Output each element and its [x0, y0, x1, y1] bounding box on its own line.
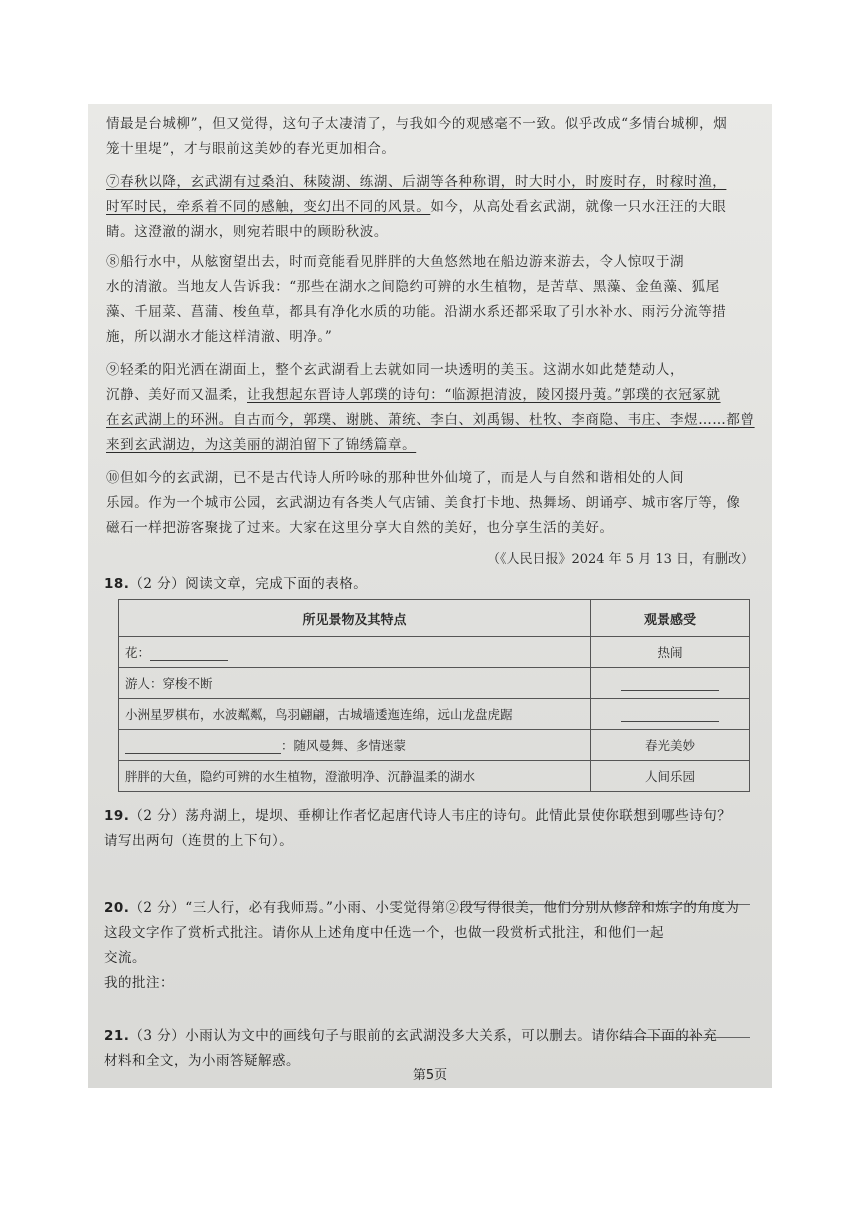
question-text: 请写出两句（连贯的上下句）。 [104, 833, 294, 849]
table-cell: 热闹 [591, 637, 750, 668]
question-number: 18. [104, 576, 130, 592]
text-line: 情最是台城柳”，但又觉得，这句子太凄清了，与我如今的观感毫不一致。似乎改成“多情台城柳，烟 [106, 116, 728, 132]
text-line: 笼十里堤”，才与眼前这美妙的春光更加相合。 [106, 141, 396, 157]
table-cell[interactable] [591, 668, 750, 699]
answer-table [118, 599, 750, 792]
article-source: （《人民日报》2024 年 5 月 13 日，有删改） [486, 552, 754, 567]
question-text: （2 分）荡舟湖上，堤坝、垂柳让作者忆起唐代诗人韦庄的诗句。此情此景使你联想到哪些诗句？ [129, 808, 732, 824]
table-header: 所见景物及其特点 [119, 600, 591, 637]
table-cell[interactable]: ：随风曼舞、多情迷蒙 [119, 730, 591, 761]
underlined-sentence: 来到玄武湖边，为这美丽的湖泊留下了锦绣篇章。 [106, 437, 417, 453]
table-cell: 小洲星罗棋布，水波粼粼，鸟羽翩翩，古城墙逶迤连绵，远山龙盘虎踞 [119, 699, 591, 730]
text-line: 睛。这澄澈的湖水，则宛若眼中的顾盼秋波。 [106, 224, 388, 240]
table-cell[interactable]: 花： [119, 637, 591, 668]
table-cell[interactable] [591, 699, 750, 730]
text-line: ⑧船行水中，从舷窗望出去，时而竟能看见胖胖的大鱼悠然地在船边游来游去，令人惊叹于湖 [106, 254, 685, 270]
question-number: 21. [104, 1028, 130, 1044]
table-row [119, 699, 750, 730]
question-text: 材料和全文，为小雨答疑解惑。 [104, 1053, 300, 1069]
answer-blank[interactable] [621, 676, 719, 691]
question-number: 20. [104, 900, 130, 916]
question-18 [104, 572, 756, 597]
text-line: 磁石一样把游客聚拢了过来。大家在这里分享大自然的美好，也分享生活的美好。 [106, 520, 614, 536]
text-line: 施，所以湖水才能这样清澈、明净。” [106, 329, 333, 345]
page-number: 第5页 [412, 1068, 448, 1083]
question-text: 交流。 [104, 950, 146, 966]
table-row [119, 730, 750, 761]
question-text: 这段文字作了赏析式批注。请你从上述角度中任选一个，也做一段赏析式批注，和他们一起 [104, 925, 664, 941]
text-line: 水的清澈。当地友人告诉我：“那些在湖水之间隐约可辨的水生植物，是苦草、黑藻、金鱼藻、狐尾 [106, 279, 720, 295]
underlined-sentence: 让我想起东晋诗人郭璞的诗句：“临源挹清波，陵冈掇丹荑。”郭璞的衣冠冢就 [247, 387, 721, 403]
question-text: （2 分）“三人行，必有我师焉。”小雨、小雯觉得第②段写得很美，他们分别从修辞和炼字的角度为 [129, 900, 740, 916]
text-line: ⑩但如今的玄武湖，已不是古代诗人所吟咏的那种世外仙境了，而是人与自然和谐相处的人间 [106, 470, 685, 486]
table-header: 观景感受 [591, 600, 750, 637]
table-cell: 人间乐园 [591, 761, 750, 792]
underlined-sentence: ⑦春秋以降，玄武湖有过桑泊、秣陵湖、练湖、后湖等各种称谓，时大时小，时废时存，时稼时渔， [106, 174, 727, 190]
text-line: 藻、千屈菜、菖蒲、梭鱼草，都具有净化水质的功能。沿湖水系还都采取了引水补水、雨污分流等措 [106, 304, 727, 320]
table-cell: 胖胖的大鱼，隐约可辨的水生植物，澄澈明净、沉静温柔的湖水 [119, 761, 591, 792]
underlined-sentence: 时军时民，牵系着不同的感触，变幻出不同的风景。 [106, 199, 431, 215]
answer-blank[interactable] [621, 707, 719, 722]
paragraph-7 [106, 170, 756, 245]
underlined-sentence: 自古而今，郭璞、谢朓、萧统、李白、刘禹锡、杜牧、李商隐、韦庄、李煜……都曾 [232, 412, 755, 428]
question-text: （3 分）小雨认为文中的画线句子与眼前的玄武湖没多大关系，可以删去。请你结合下面的补充 [129, 1028, 718, 1044]
answer-blank[interactable] [150, 646, 228, 661]
table-header-row [119, 600, 750, 637]
table-row [119, 761, 750, 792]
paragraph-continued [106, 112, 756, 162]
paragraph-10 [106, 466, 756, 541]
paragraph-9 [106, 358, 756, 458]
underlined-sentence: 在玄武湖上的环洲。 [106, 412, 233, 428]
question-text: （2 分）阅读文章，完成下面的表格。 [129, 576, 368, 592]
answer-prompt: 我的批注： [104, 975, 174, 991]
text-line: 如今，从高处看玄武湖，就像一只水汪汪的大眼 [430, 199, 727, 215]
text-line: 乐园。作为一个城市公园，玄武湖边有各类人气店铺、美食打卡地、热舞场、朗诵亭、城市客厅等，像 [106, 495, 741, 511]
text-line: ⑨轻柔的阳光洒在湖面上，整个玄武湖看上去就如同一块透明的美玉。这湖水如此楚楚动人， [106, 362, 685, 378]
answer-blank[interactable] [125, 739, 281, 754]
text-line: 沉静、美好而又温柔， [106, 387, 247, 403]
exam-page [88, 104, 772, 1088]
table-row [119, 668, 750, 699]
table-cell: 春光美妙 [591, 730, 750, 761]
table-row [119, 637, 750, 668]
question-20 [104, 896, 756, 996]
question-19 [104, 804, 756, 854]
paragraph-8 [106, 250, 756, 350]
table-cell: 游人：穿梭不断 [119, 668, 591, 699]
question-number: 19. [104, 808, 130, 824]
